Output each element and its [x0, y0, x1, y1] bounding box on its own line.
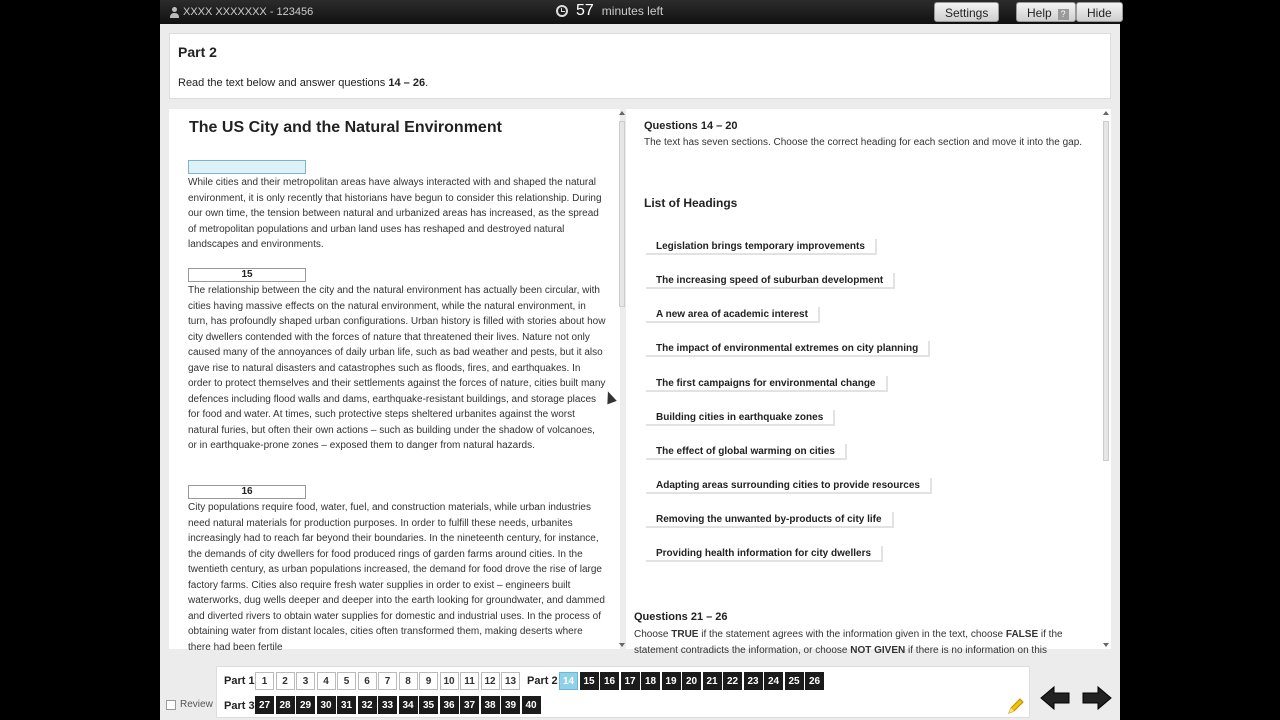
minutes-left-label: minutes left [601, 4, 664, 18]
question-nav-33[interactable]: 33 [378, 696, 397, 714]
heading-option[interactable]: Legislation brings temporary improvements [646, 239, 877, 255]
question-nav-15[interactable]: 15 [580, 672, 599, 690]
bottom-navigation [160, 664, 1120, 720]
heading-option[interactable]: Adapting areas surrounding cities to provide resources [646, 478, 932, 494]
heading-option[interactable]: The effect of global warming on cities [646, 444, 847, 460]
heading-gap-14[interactable] [188, 160, 306, 174]
part-title: Part 2 [178, 44, 217, 60]
question-nav-2[interactable]: 2 [276, 672, 295, 690]
question-nav-25[interactable]: 25 [785, 672, 804, 690]
questions-range-21-26: Questions 21 – 26 [634, 611, 728, 623]
scroll-down-icon[interactable] [619, 643, 625, 647]
instr-post: . [425, 77, 429, 89]
question-nav-38[interactable]: 38 [481, 696, 500, 714]
question-nav-17[interactable]: 17 [621, 672, 640, 690]
question-nav-7[interactable]: 7 [378, 672, 397, 690]
question-nav-6[interactable]: 6 [358, 672, 377, 690]
user-label: XXXX XXXXXXX - 123456 [183, 6, 314, 18]
scroll-down-icon[interactable] [1103, 643, 1109, 647]
question-nav-21[interactable]: 21 [703, 672, 722, 690]
questions-scrollbar[interactable] [1101, 109, 1111, 649]
question-nav-36[interactable]: 36 [440, 696, 459, 714]
instr2-true: TRUE [671, 629, 699, 640]
previous-arrow-icon[interactable] [1038, 684, 1072, 712]
instr2-d: if there is no information on this [905, 644, 1047, 656]
question-nav-30[interactable]: 30 [317, 696, 336, 714]
question-nav-23[interactable]: 23 [744, 672, 763, 690]
question-nav-13[interactable]: 13 [501, 672, 520, 690]
help-button[interactable] [1016, 2, 1076, 22]
heading-option[interactable]: Removing the unwanted by-products of city life [646, 512, 894, 528]
instr2-b: if the statement agrees with the information given in the text, choose [698, 629, 1006, 640]
alarm-clock-icon [556, 5, 568, 17]
heading-gap-16[interactable]: 16 [188, 485, 306, 499]
minutes-remaining: 57 [576, 2, 594, 19]
main-area [160, 24, 1120, 664]
hide-button[interactable]: Hide [1076, 2, 1123, 22]
heading-option[interactable]: Building cities in earthquake zones [646, 410, 835, 426]
help-label: Help [1027, 6, 1052, 20]
text-title: The US City and the Natural Environment [189, 119, 502, 136]
part-2-label[interactable]: Part 2 [527, 675, 558, 687]
question-nav-19[interactable]: 19 [662, 672, 681, 690]
question-nav-16[interactable]: 16 [600, 672, 619, 690]
review-label: Review [180, 699, 213, 710]
part-instructions [178, 77, 428, 89]
questions-range-14-20: Questions 14 – 20 [644, 120, 738, 132]
instr2-c: if the statement contradicts the information, or choose [634, 629, 1063, 656]
question-nav-20[interactable]: 20 [682, 672, 701, 690]
question-nav-34[interactable]: 34 [399, 696, 418, 714]
question-nav-40[interactable]: 40 [522, 696, 541, 714]
review-checkbox[interactable] [166, 700, 176, 710]
questions-scroll-thumb[interactable] [1103, 121, 1109, 461]
question-nav-27[interactable]: 27 [255, 696, 274, 714]
timer [556, 2, 663, 20]
question-nav-31[interactable]: 31 [337, 696, 356, 714]
scroll-up-icon[interactable] [1103, 111, 1109, 115]
question-nav-32[interactable]: 32 [358, 696, 377, 714]
question-nav-37[interactable]: 37 [460, 696, 479, 714]
list-of-headings-title: List of Headings [644, 196, 738, 210]
text-scroll-thumb[interactable] [619, 121, 625, 307]
question-nav-39[interactable]: 39 [501, 696, 520, 714]
heading-option[interactable]: The increasing speed of suburban development [646, 273, 895, 289]
question-nav-24[interactable]: 24 [764, 672, 783, 690]
question-nav-4[interactable]: 4 [317, 672, 336, 690]
instr-range: 14 – 26 [388, 77, 426, 89]
question-nav-11[interactable]: 11 [460, 672, 479, 690]
question-nav-26[interactable]: 26 [805, 672, 824, 690]
part-3-label[interactable]: Part 3 [224, 700, 255, 712]
question-nav-1[interactable]: 1 [255, 672, 274, 690]
questions-instructions-21-26 [634, 627, 1096, 658]
heading-option[interactable]: The impact of environmental extremes on city planning [646, 341, 930, 357]
instr2-not-given: NOT GIVEN [850, 644, 906, 656]
paragraph-3: City populations require food, water, fuel, and construction materials, while urban industries need natural materials for production purposes. In order to fulfill these needs, urbanites increasingly had to reach far beyond their boundaries. In the nineteenth century, for instance, the demands of city dwellers for food produced rings of garden farms around cities. In the twentieth century, as urban populations increased, the demand for food drove the rise of large factory farms. Cities also require fresh water supplies in order to exist – engineers built waterworks, dug wells deeper and deeper into the earth looking for groundwater, and dammed and diverted rivers to obtain water supplies for domestic and industrial uses. In the process of obtaining water from distant locales, cities often transformed them, making deserts where there had been fertile [188, 502, 605, 653]
question-nav-18[interactable]: 18 [641, 672, 660, 690]
notepad-pencil-icon[interactable] [1008, 698, 1024, 714]
heading-option[interactable]: A new area of academic interest [646, 307, 820, 323]
question-nav-10[interactable]: 10 [440, 672, 459, 690]
heading-gap-15[interactable]: 15 [188, 268, 306, 282]
question-nav-3[interactable]: 3 [296, 672, 315, 690]
question-nav-12[interactable]: 12 [481, 672, 500, 690]
next-arrow-icon[interactable] [1080, 684, 1114, 712]
heading-option[interactable]: The first campaigns for environmental change [646, 376, 888, 392]
question-nav-9[interactable]: 9 [419, 672, 438, 690]
help-question-icon: ? [1058, 9, 1069, 20]
scroll-up-icon[interactable] [619, 111, 625, 115]
questions-panel[interactable] [626, 109, 1111, 656]
heading-option[interactable]: Providing health information for city dwellers [646, 546, 883, 562]
question-nav-29[interactable]: 29 [296, 696, 315, 714]
reading-text-panel[interactable] [169, 109, 620, 653]
review-toggle[interactable] [166, 699, 213, 710]
part-1-label[interactable]: Part 1 [224, 675, 255, 687]
instr2-a: Choose [634, 629, 672, 640]
question-navigator [216, 666, 1030, 718]
question-nav-14[interactable]: 14 [559, 672, 578, 690]
paragraph-1: While cities and their metropolitan areas have always interacted with and shaped the natural environment, it is only recently that historians have begun to consider this relationship. During our own time, the tension between natural and urbanized areas has increased, as the spread of metropolitan populations and urban land uses has reshaped and destroyed natural landscapes and environments. [188, 177, 602, 250]
instr-pre: Read the text below and answer questions [178, 77, 389, 89]
question-nav-8[interactable]: 8 [399, 672, 418, 690]
instr2-false: FALSE [1005, 629, 1039, 640]
user-icon [170, 7, 179, 18]
top-bar [160, 0, 1120, 24]
part-header [169, 33, 1111, 99]
questions-instructions-14-20: The text has seven sections. Choose the correct heading for each section and move it into the gap. [644, 137, 1083, 148]
user-info [170, 6, 313, 18]
question-nav-35[interactable]: 35 [419, 696, 438, 714]
question-nav-5[interactable]: 5 [337, 672, 356, 690]
question-nav-22[interactable]: 22 [723, 672, 742, 690]
settings-button[interactable]: Settings [934, 2, 999, 22]
question-nav-28[interactable]: 28 [276, 696, 295, 714]
paragraph-2: The relationship between the city and the natural environment has actually been circular, with cities having massive effects on the natural environment, while the natural environment, in turn, has profoundly shaped urban configurations. Urban history is filled with stories about how city dwellers contended with the forces of nature that threatened their lives. Nature not only caused many of the annoyances of daily urban life, such as bad weather and pests, but it also gave rise to natural disasters and catastrophes such as floods, fires, and earthquakes. In order to protect themselves and their settlements against the forces of nature, cities built many defences including flood walls and dams, earthquake-resistant buildings, and storage places for food and water. At times, such protective steps sheltered urbanites against the worst natural furies, but often their own actions – such as building under the shadow of volcanoes, or in earthquake-prone zones – exposed them to danger from natural hazards. [188, 285, 606, 451]
